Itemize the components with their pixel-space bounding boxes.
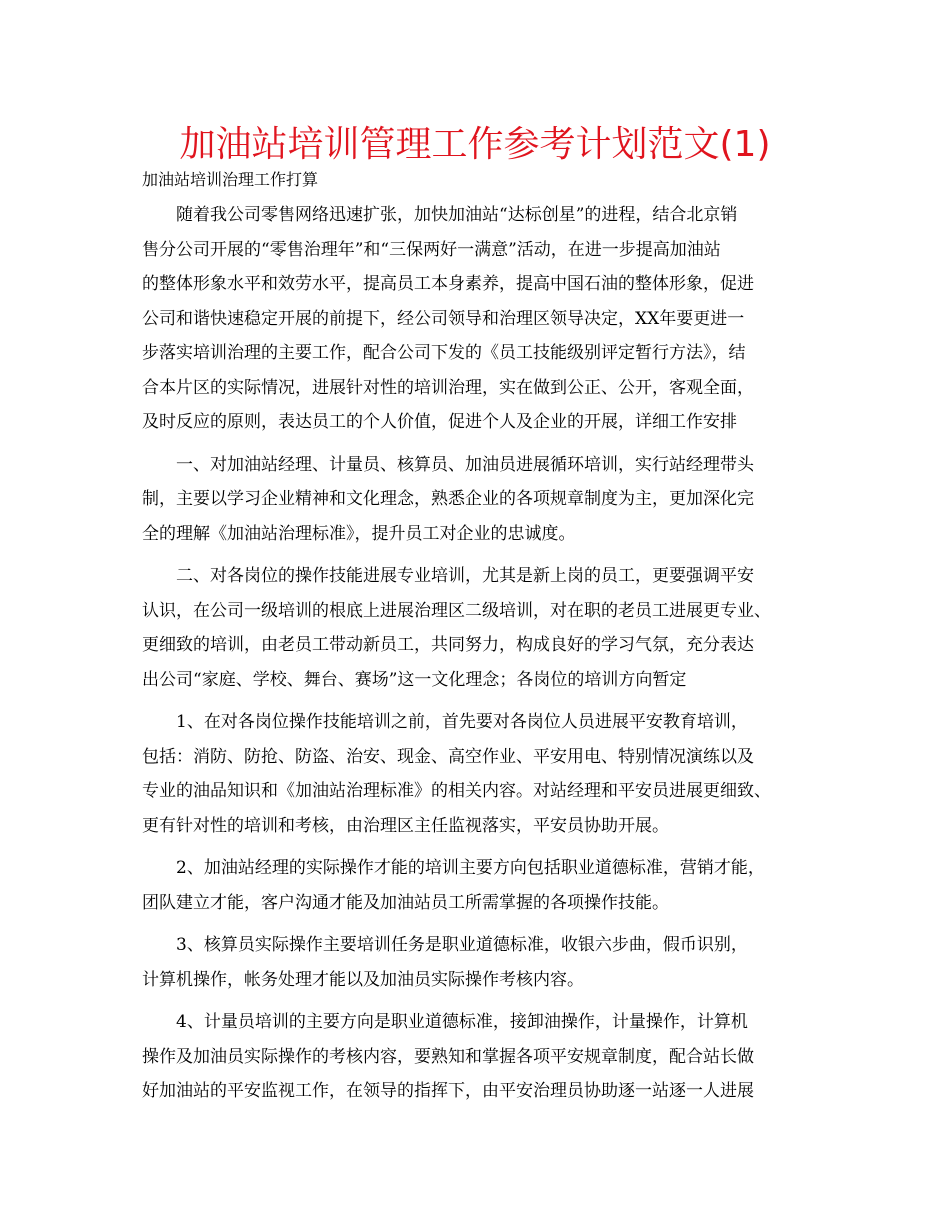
paragraph-line: 1、在对各岗位操作技能培训之前，首先要对各岗位人员进展平安教育培训， bbox=[176, 712, 748, 732]
paragraph bbox=[142, 198, 824, 440]
paragraph-line: 计算机操作，帐务处理才能以及加油员实际操作考核内容。 bbox=[142, 969, 584, 990]
paragraph-line: 全的理解《加油站治理标准》，提升员工对企业的忠诚度。 bbox=[142, 523, 576, 544]
paragraph bbox=[142, 928, 824, 997]
paragraph-line: 合本片区的实际情况，进展针对性的培训治理，实在做到公正、公开，客观全面， bbox=[142, 377, 754, 398]
paragraph-line: 认识，在公司一级培训的根底上进展治理区二级培训，对在职的老员工进展更专业、 bbox=[142, 600, 771, 621]
paragraph-line: 售分公司开展的“零售治理年”和“三保两好一满意”活动，在进一步提高加油站 bbox=[142, 239, 721, 260]
paragraph-line: 制，主要以学习企业精神和文化理念，熟悉企业的各项规章制度为主，更加深化完 bbox=[142, 489, 754, 509]
document-body bbox=[142, 198, 824, 1117]
paragraph-line: 包括：消防、防抢、防盗、治安、现金、高空作业、平安用电、特别情况演练以及 bbox=[142, 746, 754, 767]
page-title: 加油站培训管理工作参考计划范文(1) bbox=[179, 124, 771, 165]
paragraph-line: 4、计量员培训的主要方向是职业道德标准，接卸油操作，计量操作，计算机 bbox=[176, 1012, 748, 1032]
paragraph-line: 团队建立才能，客户沟通才能及加油站员工所需掌握的各项操作技能。 bbox=[142, 892, 669, 913]
paragraph-line: 好加油站的平安监视工作，在领导的指挥下，由平安治理员协助逐一站逐一人进展 bbox=[142, 1081, 754, 1101]
paragraph bbox=[142, 448, 824, 552]
paragraph-line: 更细致的培训，由老员工带动新员工，共同努力，构成良好的学习气氛，充分表达 bbox=[142, 635, 754, 655]
paragraph-line: 2、加油站经理的实际操作才能的培训主要方向包括职业道德标准，营销才能， bbox=[176, 858, 765, 878]
paragraph bbox=[142, 1005, 824, 1109]
paragraph-line: 更有针对性的培训和考核，由治理区主任监视落实，平安员协助开展。 bbox=[142, 815, 669, 836]
paragraph bbox=[142, 705, 824, 843]
paragraph-line: 及时反应的原则，表达员工的个人价值，促进个人及企业的开展，详细工作安排 bbox=[142, 412, 737, 432]
paragraph-line: 随着我公司零售网络迅速扩张，加快加油站“达标创星”的进程，结合北京销 bbox=[176, 205, 738, 225]
paragraph-line: 操作及加油员实际操作的考核内容，要熟知和掌握各项平安规章制度，配合站长做 bbox=[142, 1046, 754, 1067]
paragraph-line: 出公司“家庭、学校、舞台、赛场”这一文化理念；各岗位的培训方向暂定 bbox=[142, 669, 687, 690]
paragraph-line: 公司和谐快速稳定开展的前提下，经公司领导和治理区领导决定，XX年要更进一 bbox=[142, 308, 745, 329]
paragraph-line: 步落实培训治理的主要工作，配合公司下发的《员工技能级别评定暂行方法》，结 bbox=[142, 343, 746, 363]
paragraph-line: 一、对加油站经理、计量员、核算员、加油员进展循环培训，实行站经理带头 bbox=[176, 454, 754, 475]
paragraph-line: 专业的油品知识和《加油站治理标准》的相关内容。对站经理和平安员进展更细致、 bbox=[142, 781, 771, 801]
document-subtitle: 加油站培训治理工作打算 bbox=[142, 170, 319, 189]
paragraph bbox=[142, 851, 824, 920]
paragraph-line: 的整体形象水平和效劳水平，提高员工本身素养，提高中国石油的整体形象，促进 bbox=[142, 274, 754, 294]
paragraph-line: 3、核算员实际操作主要培训任务是职业道德标准，收银六步曲，假币识别， bbox=[176, 935, 748, 955]
paragraph-line: 二、对各岗位的操作技能进展专业培训，尤其是新上岗的员工，更要强调平安 bbox=[176, 566, 754, 586]
paragraph bbox=[142, 559, 824, 697]
